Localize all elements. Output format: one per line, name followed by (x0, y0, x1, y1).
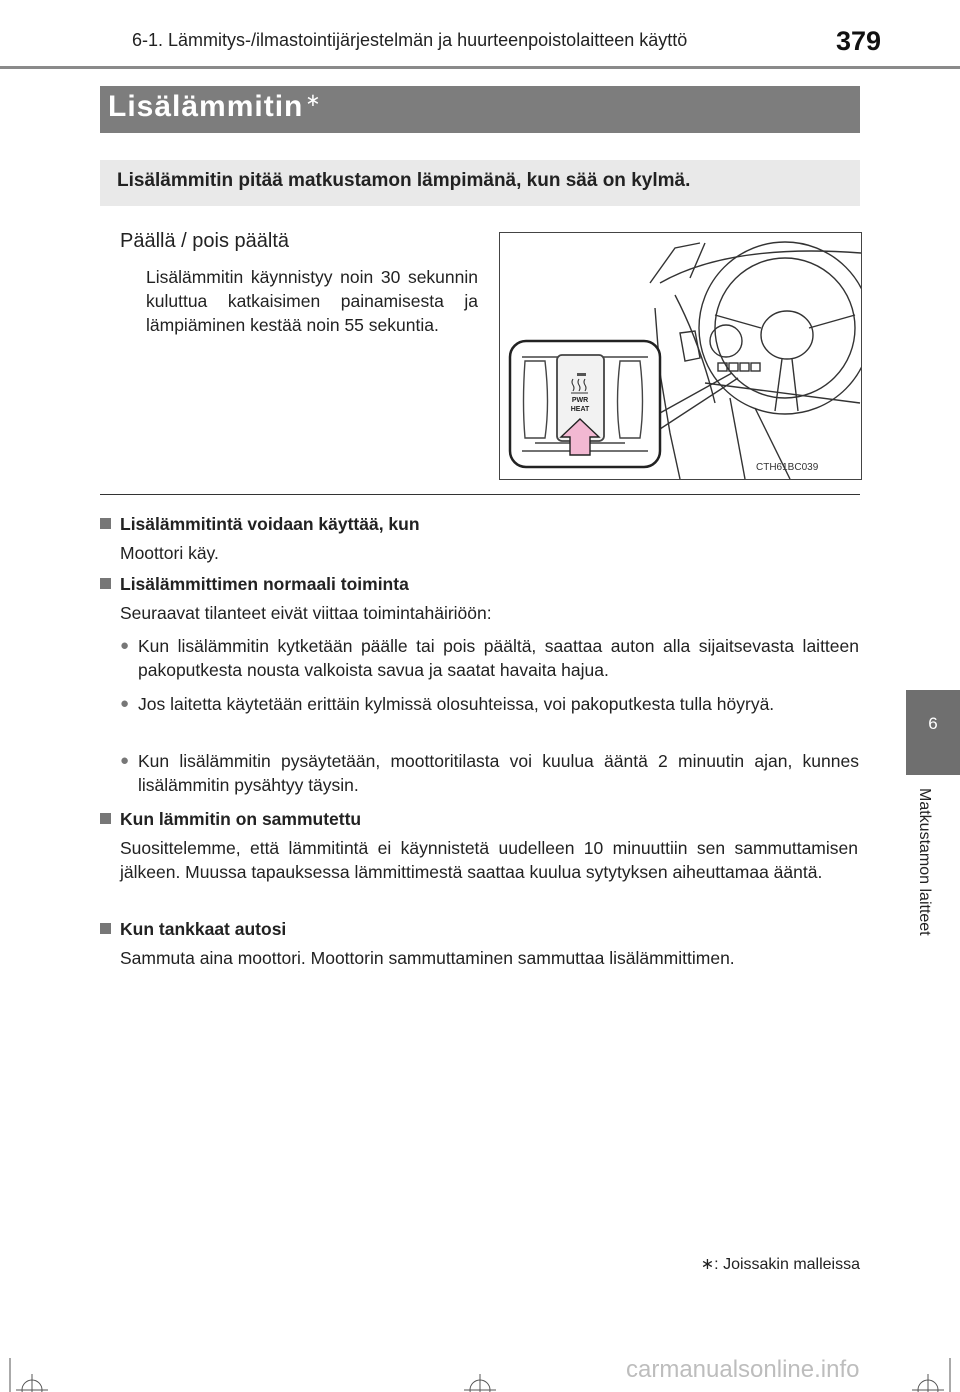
switch-description: Lisälämmitin käynnistyy noin 30 sekunnin kuluttua katkaisimen painamisesta ja lämpiäminen kestää noin 55 sekuntia. (146, 267, 478, 335)
note-refuel-heading: Kun tankkaat autosi (120, 919, 287, 939)
note-off-heading: Kun lämmitin on sammutettu (120, 809, 362, 829)
note-normal-bullet: Jos laitetta käytetään erittäin kylmissä olosuhteissa, voi pakoputkesta tulla höyryä. (138, 694, 775, 714)
square-bullet-icon (100, 578, 111, 589)
header-title: 6-1. Lämmitys-/ilmastointijärjestelmän ja huurteenpoistolaitteen käyttö (132, 30, 688, 50)
square-bullet-icon (100, 923, 111, 934)
section-title-text: Lisälämmitin (108, 90, 304, 123)
circle-bullet-icon: ● (120, 695, 130, 712)
section-title (108, 90, 321, 124)
chapter-label-container (897, 788, 951, 988)
note-normal-heading: Lisälämmittimen normaali toiminta (120, 574, 409, 594)
header-rule (0, 66, 960, 69)
chapter-number: 6 (928, 714, 938, 733)
dashboard-drawing (500, 233, 861, 479)
section-divider (100, 494, 860, 495)
note-normal-bullet: Kun lisälämmitin kytketään päälle tai pois päältä, saattaa auton alla sijaitsevasta laitteen pakoputkesta nousta valkoista savua ja saatat havaita hajua. (138, 636, 859, 680)
intro-text: Lisälämmitin pitää matkustamon lämpimänä, kun sää on kylmä. (117, 170, 691, 191)
watermark: carmanualsonline.info (626, 1356, 860, 1383)
note-usable-heading: Lisälämmitintä voidaan käyttää, kun (120, 514, 420, 534)
square-bullet-icon (100, 813, 111, 824)
chapter-label: Matkustamon laitteet (916, 788, 933, 936)
circle-bullet-icon: ● (120, 637, 130, 654)
note-normal-bullet: Kun lisälämmitin pysäytetään, moottoritilasta voi kuulua ääntä 2 minuutin ajan, kunnes lisälämmitin pysähtyy täysin. (138, 751, 859, 795)
figure-code: CTH61BC039 (756, 462, 819, 473)
page-number: 379 (836, 26, 882, 56)
note-usable-text: Moottori käy. (120, 543, 219, 563)
switch-heading: Päällä / pois päältä (120, 230, 290, 252)
note-refuel-text: Sammuta aina moottori. Moottorin sammuttaminen sammuttaa lisälämmittimen. (120, 948, 735, 968)
button-label-heat: HEAT (570, 406, 590, 413)
button-label-pwr: PWR (571, 397, 589, 404)
dashboard-illustration (499, 232, 862, 480)
square-bullet-icon (100, 518, 111, 529)
circle-bullet-icon: ● (120, 752, 130, 769)
note-normal-text: Seuraavat tilanteet eivät viittaa toimintahäiriöön: (120, 603, 492, 623)
note-off-text: Suosittelemme, että lämmitintä ei käynnistetä uudelleen 10 minuuttiin sen sammuttamisen jälkeen. Muussa tapauksessa lämmittimestä saattaa kuulua sytytyksen aiheuttamaa ääntä. (120, 838, 858, 882)
footnote: ∗: Joissakin malleissa (700, 1256, 860, 1273)
model-note-mark: ∗ (305, 90, 322, 110)
